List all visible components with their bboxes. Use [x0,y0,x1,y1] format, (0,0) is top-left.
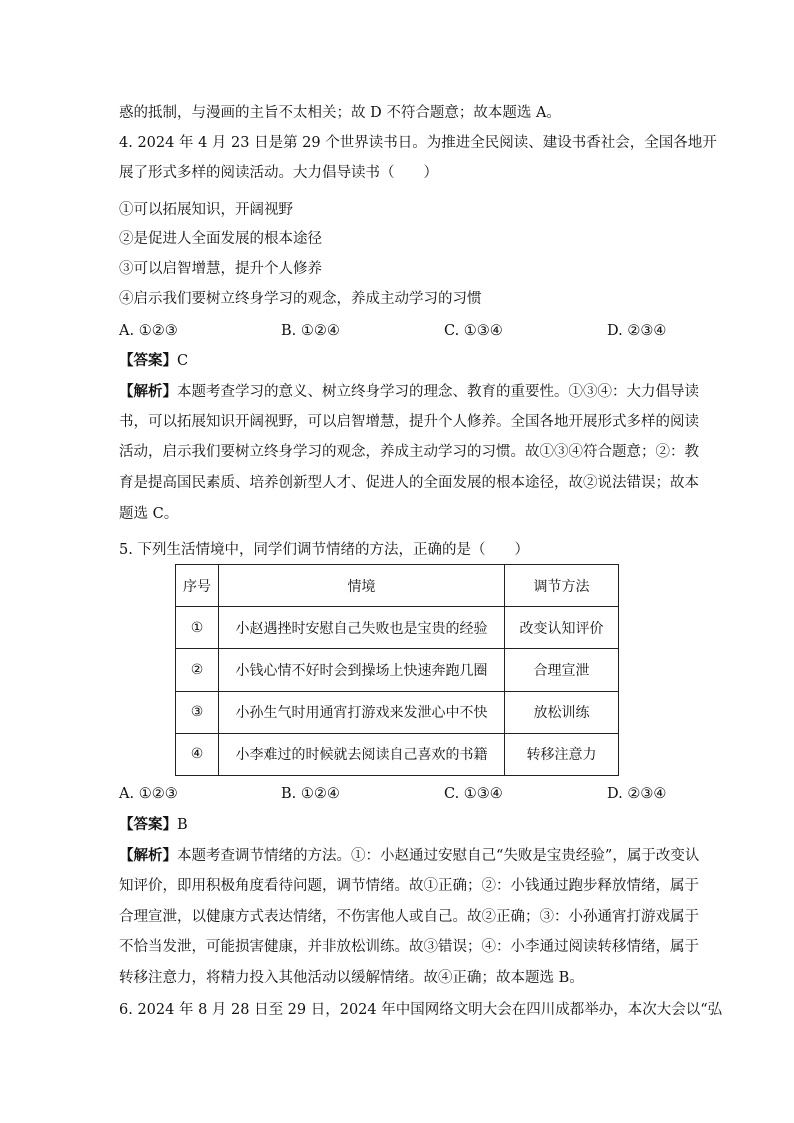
table-cell: 改变认知评价 [505,607,619,649]
table-header-cell: 调节方法 [505,565,619,607]
analysis-label: 【解析】 [119,847,177,864]
table-row [176,733,619,775]
option-c: C. ①③④ [444,323,503,339]
answer-value: B [177,817,188,833]
table-cell: ② [176,649,219,691]
table-cell: 小孙生气时用通宵打游戏来发泄心中不快 [219,691,505,733]
question-4-answer [119,351,188,371]
answer-label: 【答案】 [119,816,177,833]
analysis-text: 本题考查学习的意义、树立终身学习的理念、教育的重要性。①③④：大力倡导读 [177,384,699,400]
table-cell: ① [176,607,219,649]
question-5-analysis-line-4: 不恰当发泄，可能损害健康，并非放松训练。故③错误；④：小李通过阅读转移情绪，属于 [119,939,699,955]
question-4-options [119,321,679,341]
situation-table [175,564,619,776]
question-4-analysis-line-4: 育是提高国民素质、培养创新型人才、促进人的全面发展的根本途径，故②说法错误；故本 [119,475,699,491]
question-5-stem: 5. 下列生活情境中，同学们调节情绪的方法，正确的是（ ） [119,542,529,558]
table-header-row [176,565,619,607]
table-cell: 转移注意力 [505,733,619,775]
analysis-text: 本题考查调节情绪的方法。①：小赵通过安慰自己“失败是宝贵经验”，属于改变认 [177,848,700,864]
question-5-answer [119,815,188,835]
question-4-statement-4: ④启示我们要树立终身学习的观念，养成主动学习的习惯 [119,291,482,307]
option-b: B. ①②④ [281,786,340,802]
question-5-analysis-line-2: 知评价，即用积极角度看待问题，调节情绪。故①正确；②：小钱通过跑步释放情绪，属于 [119,878,699,894]
table-header-cell: 情境 [219,565,505,607]
analysis-label: 【解析】 [119,383,177,400]
answer-label: 【答案】 [119,352,177,369]
table-row [176,607,619,649]
question-5-analysis-line-3: 合理宣泄，以健康方式表达情绪，不伤害他人或自己。故②正确；③：小孙通宵打游戏属于 [119,909,699,925]
question-5-analysis-line-1 [119,846,699,866]
question-4-stem-line-2: 展了形式多样的阅读活动。大力倡导读书（ ） [119,165,438,181]
table-cell: 小钱心情不好时会到操场上快速奔跑几圈 [219,649,505,691]
question-5-options [119,784,679,804]
option-c: C. ①③④ [444,786,503,802]
table-header-cell: 序号 [176,565,219,607]
table-row [176,649,619,691]
table-cell: 放松训练 [505,691,619,733]
question-4-analysis-line-1 [119,382,699,402]
question-6-stem-line-1: 6. 2024 年 8 月 28 日至 29 日，2024 年中国网络文明大会在四川成都举办，本次大会以“弘 [119,1002,723,1018]
question-4-statement-1: ①可以拓展知识，开阔视野 [119,202,293,218]
option-d: D. ②③④ [607,786,667,802]
table-cell: ④ [176,733,219,775]
option-d: D. ②③④ [607,323,667,339]
question-4-stem-line-1: 4. 2024 年 4 月 23 日是第 29 个世界读书日。为推进全民阅读、建设书香社会，全国各地开 [119,135,717,151]
question-5-analysis-line-5: 转移注意力，将精力投入其他活动以缓解情绪。故④正确；故本题选 B。 [119,970,584,986]
table-cell: 小赵遇挫时安慰自己失败也是宝贵的经验 [219,607,505,649]
table-cell: 小李难过的时候就去阅读自己喜欢的书籍 [219,733,505,775]
answer-value: C [177,353,189,369]
question-4-statement-3: ③可以启智增慧，提升个人修养 [119,261,322,277]
table-row [176,691,619,733]
question-4-statement-2: ②是促进人全面发展的根本途径 [119,231,322,247]
prev-analysis-tail: 惑的抵制，与漫画的主旨不太相关；故 D 不符合题意；故本题选 A。 [119,105,561,121]
question-4-analysis-line-2: 书，可以拓展知识开阔视野，可以启智增慧，提升个人修养。全国各地开展形式多样的阅读 [119,414,699,430]
question-4-analysis-line-3: 活动，启示我们要树立终身学习的观念，养成主动学习的习惯。故①③④符合题意；②：教 [119,444,699,460]
option-b: B. ①②④ [281,323,340,339]
option-a: A. ①②③ [119,786,178,802]
table-cell: ③ [176,691,219,733]
option-a: A. ①②③ [119,323,178,339]
table-cell: 合理宣泄 [505,649,619,691]
question-4-analysis-line-5: 题选 C。 [119,506,179,522]
